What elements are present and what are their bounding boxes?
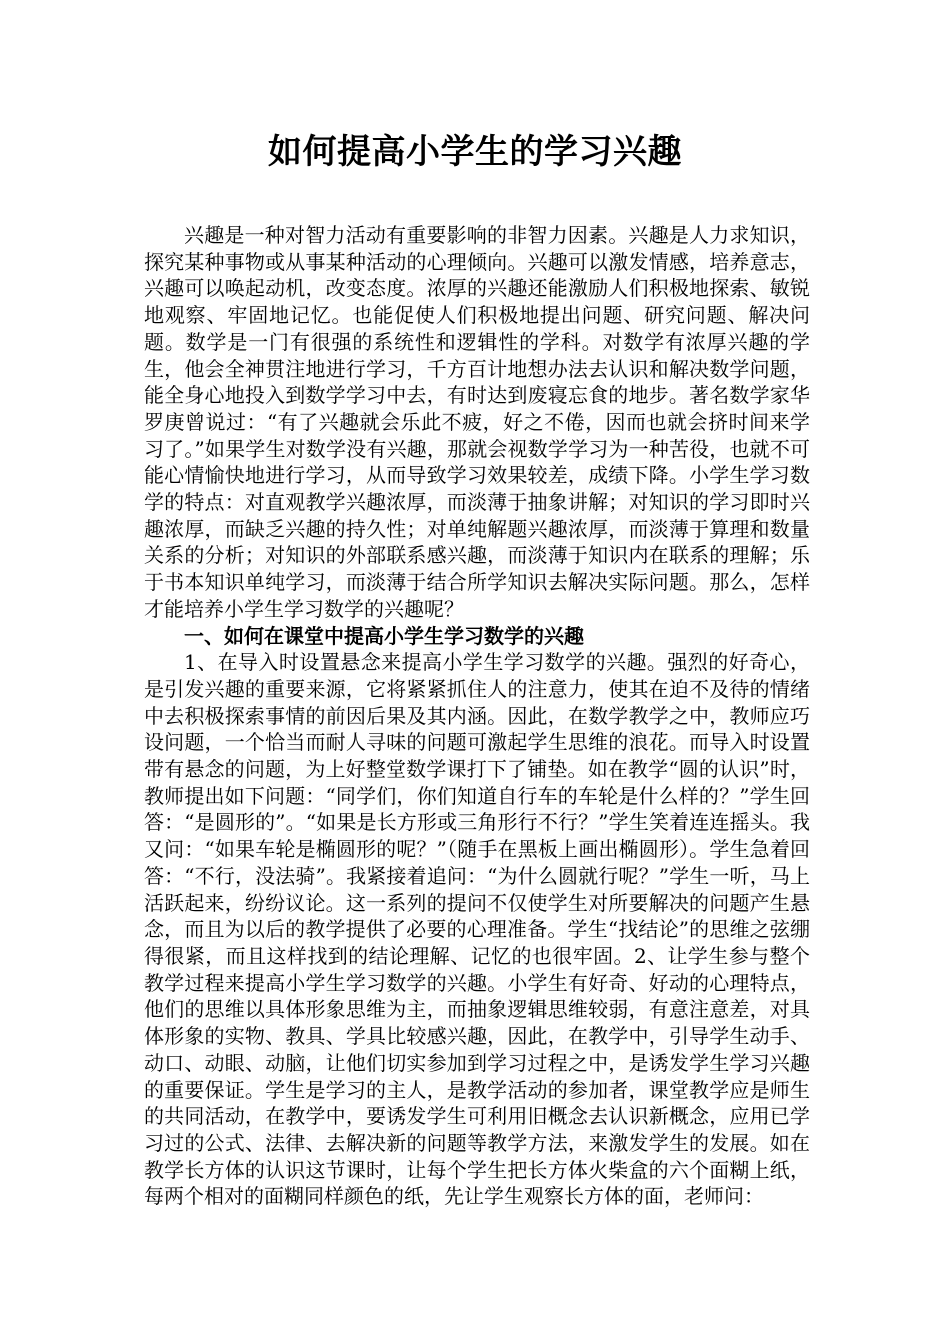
document-body	[144, 222, 810, 1210]
document-title: 如何提高小学生的学习兴趣	[268, 132, 682, 172]
section-heading: 一、如何在课堂中提高小学生学习数学的兴趣	[184, 623, 584, 648]
intro-paragraph: 兴趣是一种对智力活动有重要影响的非智力因素。兴趣是人力求知识，探究某种事物或从事某种活动的心理倾向。兴趣可以激发情感，培养意志，兴趣可以唤起动机，改变态度。浓厚的兴趣还能激励人们积极地探索、敏锐地观察、牢固地记忆。也能促使人们积极地提出问题、研究问题、解决问题。数学是一门有很强的系统性和逻辑性的学科。对数学有浓厚兴趣的学生，他会全神贯注地进行学习，千方百计地想办法去认识和解决数学问题，能全身心地投入到数学学习中去，有时达到废寝忘食的地步。著名数学家华罗庚曾说过：“有了兴趣就会乐此不疲，好之不倦，因而也就会挤时间来学习了。”如果学生对数学没有兴趣，那就会视数学学习为一种苦役，也就不可能心情愉快地进行学习，从而导致学习效果较差，成绩下降。小学生学习数学的特点：对直观教学兴趣浓厚，而淡薄于抽象讲解；对知识的学习即时兴趣浓厚，而缺乏兴趣的持久性；对单纯解题兴趣浓厚，而淡薄于算理和数量关系的分析；对知识的外部联系感兴趣，而淡薄于知识内在联系的理解；乐于书本知识单纯学习，而淡薄于结合所学知识去解决实际问题。那么，怎样才能培养小学生学习数学的兴趣呢？	[144, 223, 810, 621]
section-paragraph: 1、在导入时设置悬念来提高小学生学习数学的兴趣。强烈的好奇心，是引发兴趣的重要来源，它将紧紧抓住人的注意力，使其在迫不及待的情绪中去积极探索事情的前因后果及其内涵。因此，在数学教学之中，教师应巧设问题，一个恰当而耐人寻味的问题可激起学生思维的浪花。而导入时设置带有悬念的问题，为上好整堂数学课打下了铺垫。如在教学“圆的认识”时，教师提出如下问题：“同学们，你们知道自行车的车轮是什么样的？”学生回答：“是圆形的”。“如果是长方形或三角形行不行？”学生笑着连连摇头。我又问：“如果车轮是椭圆形的呢？”（随手在黑板上画出椭圆形）。学生急着回答：“不行，没法骑”。我紧接着追问：“为什么圆就行呢？”学生一听，马上活跃起来，纷纷议论。这一系列的提问不仅使学生对所要解决的问题产生悬念，而且为以后的教学提供了必要的心理准备。学生“找结论”的思维之弦绷得很紧，而且这样找到的结论理解、记忆的也很牢固。2、让学生参与整个教学过程来提高小学生学习数学的兴趣。小学生有好奇、好动的心理特点，他们的思维以具体形象思维为主，而抽象逻辑思维较弱，有意注意差，对具体形象的实物、教具、学具比较感兴趣，因此，在教学中，引导学生动手、动口、动眼、动脑，让他们切实参加到学习过程之中，是诱发学生学习兴趣的重要保证。学生是学习的主人，是教学活动的参加者，课堂教学应是师生的共同活动，在教学中，要诱发学生可利用旧概念去认识新概念，应用已学习过的公式、法律、去解决新的问题等教学方法，来激发学生的发展。如在教学长方体的认识这节课时，让每个学生把长方体火柴盒的六个面糊上纸，每两个相对的面糊同样颜色的纸，先让学生观察长方体的面，老师问：	[144, 650, 810, 1209]
